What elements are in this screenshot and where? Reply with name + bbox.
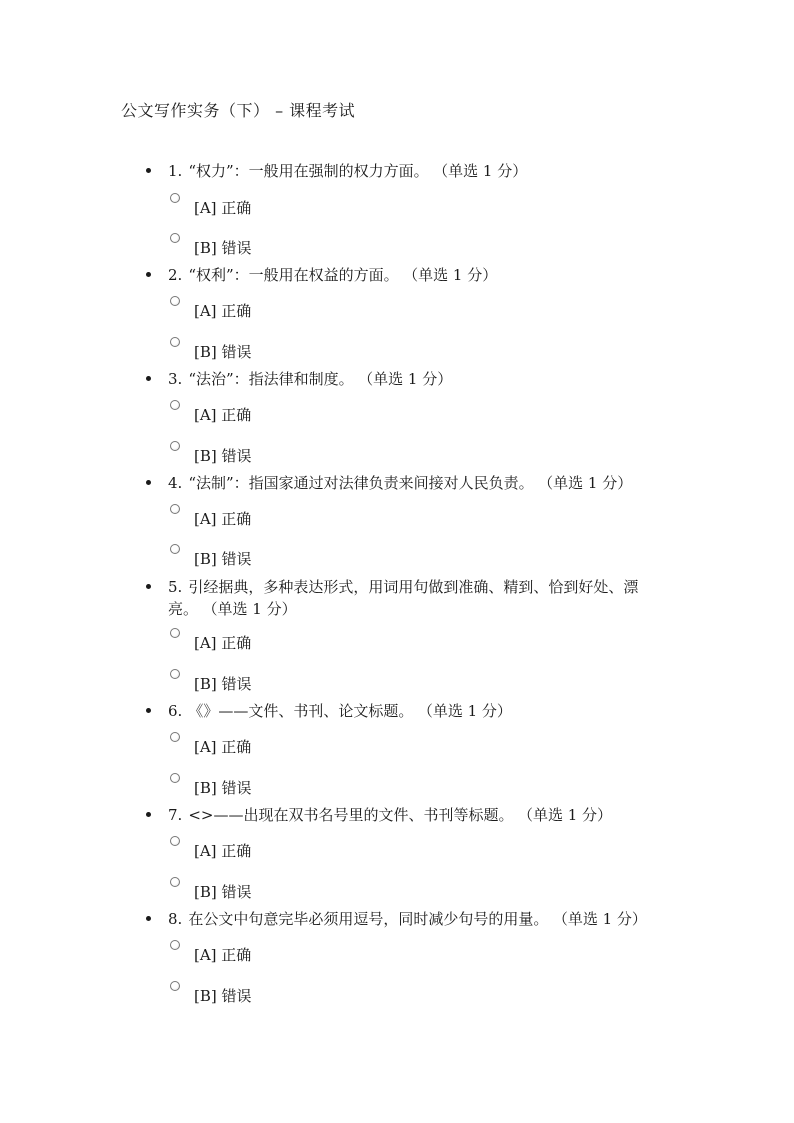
question-meta: （单选 1 分）: [545, 474, 633, 492]
question-text: “法治”：指法律和制度。: [188, 370, 354, 388]
question-number: 4.: [168, 474, 183, 492]
radio-icon[interactable]: [170, 628, 180, 638]
question-text-wrap: [168, 160, 668, 182]
option-label: [A] 正确: [194, 634, 252, 652]
question-meta: （单选 1 分）: [410, 266, 498, 284]
radio-icon[interactable]: [170, 836, 180, 846]
bullet-icon: [146, 168, 151, 173]
option-a-radio-5[interactable]: [170, 628, 251, 653]
question-header: [146, 368, 686, 390]
option-label: [B] 错误: [194, 987, 252, 1005]
question-text: 引经据典，多种表达形式，用词用句做到准确、精到、恰到好处、漂亮。: [168, 578, 639, 618]
radio-icon[interactable]: [170, 669, 180, 679]
question-header: [146, 700, 686, 722]
question-header: [146, 908, 686, 930]
option-label: [A] 正确: [194, 302, 252, 320]
option-label: [A] 正确: [194, 406, 252, 424]
option-b-radio-7[interactable]: [170, 877, 252, 902]
option-label: [A] 正确: [194, 510, 252, 528]
radio-icon[interactable]: [170, 441, 180, 451]
option-a-radio-6[interactable]: [170, 732, 251, 757]
question-number: 5.: [168, 578, 183, 596]
question-header: [146, 160, 686, 182]
bullet-icon: [146, 584, 151, 589]
radio-icon[interactable]: [170, 296, 180, 306]
radio-icon[interactable]: [170, 193, 180, 203]
question-number: 3.: [168, 370, 183, 388]
option-b-radio-8[interactable]: [170, 981, 252, 1006]
radio-icon[interactable]: [170, 773, 180, 783]
option-label: [B] 错误: [194, 447, 252, 465]
option-a-radio-2[interactable]: [170, 296, 251, 321]
bullet-icon: [146, 376, 151, 381]
page-title: 公文写作实务（下） – 课程考试: [121, 101, 356, 120]
option-label: [A] 正确: [194, 199, 252, 217]
question-text-wrap: [168, 368, 668, 390]
option-label: [B] 错误: [194, 883, 252, 901]
option-label: [B] 错误: [194, 550, 252, 568]
question-header: [146, 264, 686, 286]
option-label: [A] 正确: [194, 842, 252, 860]
question-text: 在公文中句意完毕必须用逗号，同时减少句号的用量。: [188, 910, 549, 928]
radio-icon[interactable]: [170, 233, 180, 243]
question-text: “权利”：一般用在权益的方面。: [188, 266, 399, 284]
option-a-radio-4[interactable]: [170, 504, 251, 529]
question-text-wrap: [168, 908, 668, 930]
question-text: “法制”：指国家通过对法律负责来间接对人民负责。: [188, 474, 534, 492]
option-label: [A] 正确: [194, 738, 252, 756]
radio-icon[interactable]: [170, 337, 180, 347]
question-text-wrap: [168, 700, 668, 722]
question-header: [146, 576, 686, 620]
bullet-icon: [146, 480, 151, 485]
bullet-icon: [146, 708, 151, 713]
option-b-radio-6[interactable]: [170, 773, 252, 798]
radio-icon[interactable]: [170, 732, 180, 742]
question-number: 2.: [168, 266, 183, 284]
radio-icon[interactable]: [170, 544, 180, 554]
radio-icon[interactable]: [170, 940, 180, 950]
option-b-radio-1[interactable]: [170, 233, 252, 258]
question-text: “权力”：一般用在强制的权力方面。: [188, 162, 429, 180]
question-meta: （单选 1 分）: [525, 806, 613, 824]
option-label: [B] 错误: [194, 779, 252, 797]
question-text-wrap: [168, 472, 668, 494]
question-header: [146, 804, 686, 826]
radio-icon[interactable]: [170, 504, 180, 514]
question-meta: （单选 1 分）: [440, 162, 528, 180]
option-a-radio-1[interactable]: [170, 193, 251, 218]
question-text: 《》——文件、书刊、论文标题。: [188, 702, 414, 720]
radio-icon[interactable]: [170, 877, 180, 887]
option-b-radio-2[interactable]: [170, 337, 252, 362]
radio-icon[interactable]: [170, 400, 180, 410]
bullet-icon: [146, 272, 151, 277]
question-meta: （单选 1 分）: [560, 910, 647, 928]
option-a-radio-7[interactable]: [170, 836, 251, 861]
question-header: [146, 472, 686, 494]
question-meta: （单选 1 分）: [425, 702, 512, 720]
option-label: [B] 错误: [194, 343, 252, 361]
option-b-radio-3[interactable]: [170, 441, 252, 466]
question-number: 7.: [168, 806, 183, 824]
radio-icon[interactable]: [170, 981, 180, 991]
question-number: 6.: [168, 702, 183, 720]
question-text-wrap: [168, 804, 668, 826]
question-meta: （单选 1 分）: [365, 370, 453, 388]
question-text-wrap: [168, 576, 668, 620]
question-text: <>——出现在双书名号里的文件、书刊等标题。: [188, 806, 514, 824]
option-a-radio-8[interactable]: [170, 940, 251, 965]
option-label: [B] 错误: [194, 675, 252, 693]
question-number: 1.: [168, 162, 183, 180]
bullet-icon: [146, 812, 151, 817]
question-text-wrap: [168, 264, 668, 286]
option-b-radio-5[interactable]: [170, 669, 252, 694]
question-number: 8.: [168, 910, 183, 928]
option-a-radio-3[interactable]: [170, 400, 251, 425]
option-label: [A] 正确: [194, 946, 252, 964]
option-b-radio-4[interactable]: [170, 544, 252, 569]
bullet-icon: [146, 916, 151, 921]
option-label: [B] 错误: [194, 239, 252, 257]
question-meta: （单选 1 分）: [210, 600, 297, 618]
